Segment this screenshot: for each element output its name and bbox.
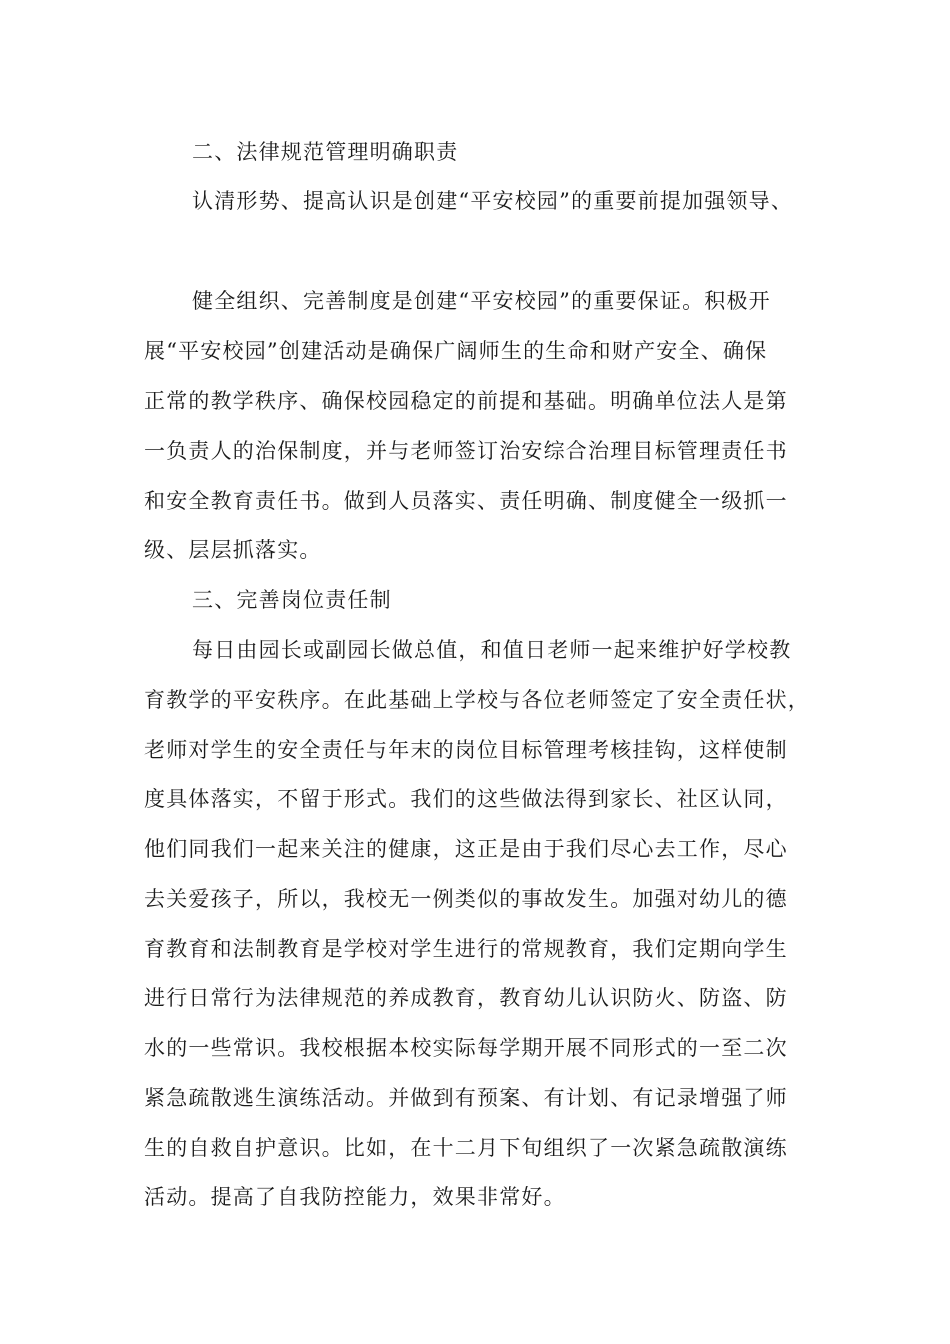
paragraph-2-line: 级、层层抓落实。: [144, 538, 322, 562]
paragraph-3-line: 育教育和法制教育是学校对学生进行的常规教育，我们定期向学生: [144, 937, 788, 961]
paragraph-3-line: 度具体落实，不留于形式。我们的这些做法得到家长、社区认同，: [144, 787, 788, 811]
paragraph-3-line: 老师对学生的安全责任与年末的岗位目标管理考核挂钩，这样使制: [144, 738, 788, 762]
paragraph-3-line: 水的一些常识。我校根据本校实际每学期开展不同形式的一至二次: [144, 1036, 788, 1060]
paragraph-2-line: 正常的教学秩序、确保校园稳定的前提和基础。明确单位法人是第: [144, 389, 788, 413]
section-heading-3: 三、完善岗位责任制: [192, 588, 392, 612]
paragraph-3-line: 育教学的平安秩序。在此基础上学校与各位老师签定了安全责任状，: [144, 688, 810, 712]
paragraph-1-line: 认清形势、提高认识是创建“平安校园”的重要前提加强领导、: [192, 189, 794, 213]
paragraph-3-line: 活动。提高了自我防控能力，效果非常好。: [144, 1185, 566, 1209]
paragraph-3-line: 进行日常行为法律规范的养成教育，教育幼儿认识防火、防盗、防: [144, 986, 788, 1010]
paragraph-2-line: 一负责人的治保制度，并与老师签订治安综合治理目标管理责任书: [144, 439, 788, 463]
paragraph-3-line: 他们同我们一起来关注的健康，这正是由于我们尽心去工作，尽心: [144, 837, 788, 861]
paragraph-3-line: 去关爱孩子，所以，我校无一例类似的事故发生。加强对幼儿的德: [144, 887, 788, 911]
paragraph-2-line: 健全组织、完善制度是创建“平安校园”的重要保证。积极开: [192, 289, 771, 313]
paragraph-3-line: 生的自救自护意识。比如，在十二月下旬组织了一次紧急疏散演练: [144, 1136, 788, 1160]
paragraph-3-line: 每日由园长或副园长做总值，和值日老师一起来维护好学校教: [192, 638, 792, 662]
paragraph-2-line: 展“平安校园”创建活动是确保广阔师生的生命和财产安全、确保: [144, 339, 768, 363]
section-heading-2: 二、法律规范管理明确职责: [192, 140, 459, 164]
paragraph-3-line: 紧急疏散逃生演练活动。并做到有预案、有计划、有记录增强了师: [144, 1086, 788, 1110]
paragraph-2-line: 和安全教育责任书。做到人员落实、责任明确、制度健全一级抓一: [144, 489, 788, 513]
